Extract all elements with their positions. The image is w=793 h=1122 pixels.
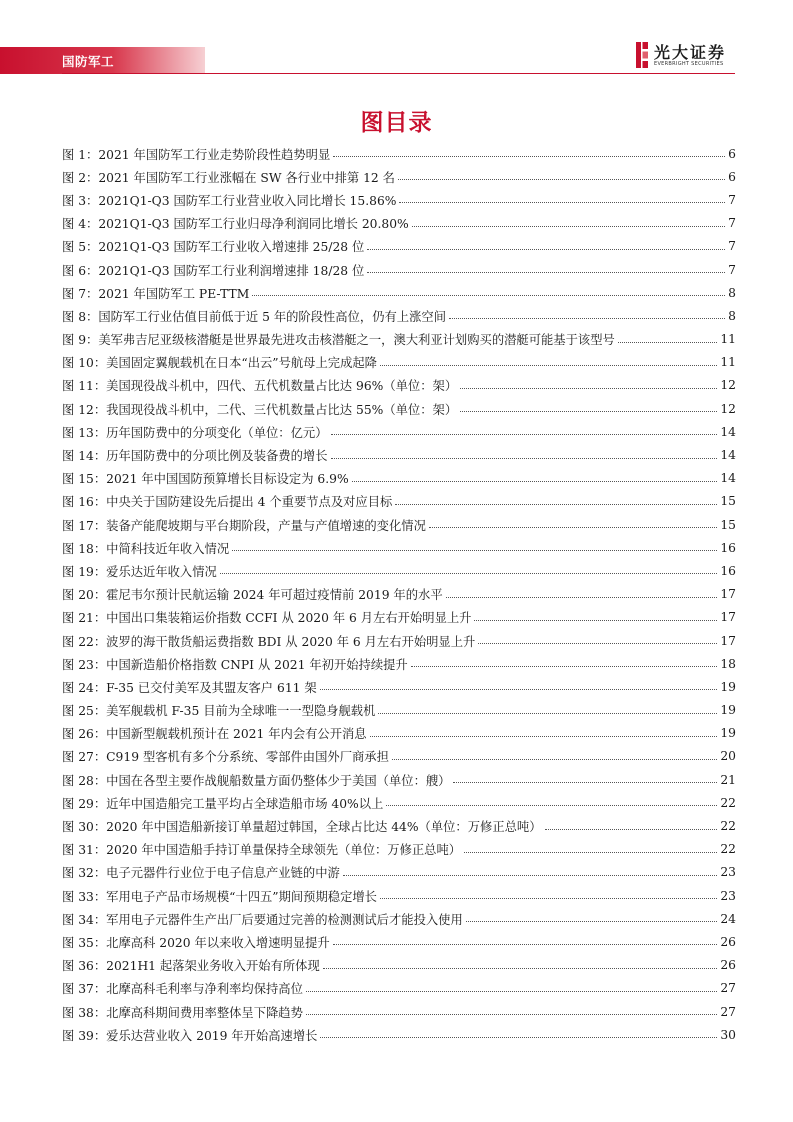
toc-entry-page: 11 [720, 332, 736, 347]
toc-entry-label: 图 24：F-35 已交付美军及其盟友客户 611 架 [62, 680, 317, 695]
toc-dot-leader [460, 388, 717, 389]
toc-dot-leader [380, 898, 717, 899]
toc-entry[interactable] [62, 420, 736, 443]
toc-dot-leader [449, 318, 725, 319]
toc-entry[interactable] [62, 513, 736, 536]
toc-entry-page: 12 [720, 378, 736, 393]
toc-entry-page: 23 [720, 865, 736, 880]
toc-entry-page: 6 [728, 169, 736, 184]
toc-entry-label: 图 13：历年国防费中的分项变化（单位：亿元） [62, 425, 328, 440]
toc-entry-label: 图 28：中国在各型主要作战舰船数量方面仍整体少于美国（单位：艘） [62, 773, 451, 788]
toc-dot-leader [446, 597, 718, 598]
toc-entry-label: 图 2：2021 年国防军工行业涨幅在 SW 各行业中排第 12 名 [62, 170, 395, 185]
toc-entry-label: 图 34：军用电子元器件生产出厂后要通过完善的检测测试后才能投入使用 [62, 912, 463, 927]
toc-entry-page: 7 [728, 239, 736, 254]
toc-dot-leader [392, 759, 717, 760]
toc-entry-page: 26 [720, 934, 736, 949]
toc-entry[interactable] [62, 281, 736, 304]
toc-entry-page: 22 [720, 819, 736, 834]
toc-entry-label: 图 33：军用电子产品市场规模“十四五”期间预期稳定增长 [62, 889, 377, 904]
toc-dot-leader [333, 944, 718, 945]
toc-dot-leader [395, 504, 717, 505]
toc-entry-label: 图 31：2020 年中国造船手持订单量保持全球领先（单位：万修正总吨） [62, 843, 462, 858]
toc-entry[interactable] [62, 606, 736, 629]
toc-entry[interactable] [62, 629, 736, 652]
toc-dot-leader [464, 852, 717, 853]
toc-entry-label: 图 35：北摩高科 2020 年以来收入增速明显提升 [62, 935, 330, 950]
toc-entry[interactable] [62, 652, 736, 675]
toc-entry-page: 26 [720, 958, 736, 973]
toc-entry-page: 22 [720, 795, 736, 810]
toc-entry[interactable] [62, 559, 736, 582]
toc-entry-label: 图 1：2021 年国防军工行业走势阶段性趋势明显 [62, 147, 331, 162]
toc-entry-label: 图 4：2021Q1-Q3 国防军工行业归母净利润同比增长 20.80% [62, 217, 409, 232]
toc-dot-leader [386, 805, 717, 806]
toc-entry-label: 图 22：波罗的海干散货船运费指数 BDI 从 2020 年 6 月左右开始明显上升 [62, 634, 476, 649]
toc-entry[interactable] [62, 374, 736, 397]
toc-dot-leader [333, 156, 725, 157]
toc-entry[interactable] [62, 328, 736, 351]
toc-entry[interactable] [62, 861, 736, 884]
toc-entry-page: 11 [720, 355, 736, 370]
toc-dot-leader [429, 527, 717, 528]
toc-dot-leader [352, 481, 718, 482]
section-tag [0, 47, 205, 74]
toc-dot-leader [618, 342, 718, 343]
toc-entry-page: 14 [720, 448, 736, 463]
toc-entry-label: 图 6：2021Q1-Q3 国防军工行业利润增速排 18/28 位 [62, 263, 365, 278]
toc-dot-leader [380, 365, 717, 366]
toc-dot-leader [466, 921, 718, 922]
toc-entry[interactable] [62, 142, 736, 165]
toc-entry[interactable] [62, 884, 736, 907]
toc-dot-leader [367, 272, 725, 273]
toc-entry-label: 图 14：历年国防费中的分项比例及装备费的增长 [62, 449, 328, 464]
toc-entry[interactable] [62, 814, 736, 837]
figure-toc-list [62, 142, 736, 1046]
toc-entry-label: 图 12：我国现役战斗机中，二代、三代机数量占比达 55%（单位：架） [62, 402, 458, 417]
toc-dot-leader [460, 411, 717, 412]
toc-entry-page: 17 [720, 610, 736, 625]
toc-entry-page: 14 [720, 424, 736, 439]
toc-dot-leader [399, 202, 725, 203]
toc-entry-page: 12 [720, 401, 736, 416]
toc-entry-page: 6 [728, 146, 736, 161]
toc-dot-leader [320, 1037, 717, 1038]
toc-entry-label: 图 11：美国现役战斗机中，四代、五代机数量占比达 96%（单位：架） [62, 379, 458, 394]
toc-entry-label: 图 21：中国出口集装箱运价指数 CCFI 从 2020 年 6 月左右开始明显上升 [62, 611, 472, 626]
toc-entry-page: 17 [720, 633, 736, 648]
toc-dot-leader [252, 295, 725, 296]
toc-dot-leader [370, 736, 718, 737]
toc-dot-leader [320, 689, 718, 690]
toc-entry[interactable] [62, 954, 736, 977]
toc-entry-page: 8 [728, 308, 736, 323]
header-divider [62, 73, 735, 74]
toc-entry-label: 图 36：2021H1 起落架业务收入开始有所体现 [62, 959, 320, 974]
toc-entry[interactable] [62, 490, 736, 513]
toc-dot-leader [306, 1014, 717, 1015]
toc-entry[interactable] [62, 838, 736, 861]
toc-entry-page: 20 [720, 749, 736, 764]
toc-entry[interactable] [62, 699, 736, 722]
toc-entry-page: 14 [720, 471, 736, 486]
toc-entry[interactable] [62, 977, 736, 1000]
toc-dot-leader [367, 249, 725, 250]
toc-entry[interactable] [62, 768, 736, 791]
toc-entry-label: 图 7：2021 年国防军工 PE-TTM [62, 286, 250, 301]
toc-entry[interactable] [62, 397, 736, 420]
toc-entry[interactable] [62, 1023, 736, 1046]
toc-entry-label: 图 3：2021Q1-Q3 国防军工行业营业收入同比增长 15.86% [62, 193, 397, 208]
toc-entry-page: 19 [720, 726, 736, 741]
toc-entry-page: 24 [720, 911, 736, 926]
toc-entry-label: 图 25：美军舰载机 F-35 目前为全球唯一一型隐身舰载机 [62, 704, 376, 719]
toc-dot-leader [378, 713, 717, 714]
toc-entry-page: 7 [728, 192, 736, 207]
toc-entry[interactable] [62, 536, 736, 559]
toc-entry-page: 16 [720, 540, 736, 555]
toc-entry-label: 图 26：中国新型舰载机预计在 2021 年内会有公开消息 [62, 727, 367, 742]
toc-entry-page: 30 [720, 1027, 736, 1042]
toc-dot-leader [306, 991, 717, 992]
toc-entry-page: 21 [720, 772, 736, 787]
toc-entry-page: 19 [720, 703, 736, 718]
toc-entry[interactable] [62, 443, 736, 466]
toc-entry[interactable] [62, 1000, 736, 1023]
toc-entry[interactable] [62, 235, 736, 258]
toc-entry-page: 22 [720, 842, 736, 857]
toc-entry[interactable] [62, 165, 736, 188]
toc-entry[interactable] [62, 258, 736, 281]
toc-entry-page: 27 [720, 981, 736, 996]
brand-name-en: EVERBRIGHT SECURITIES [654, 61, 724, 67]
brand-logo [636, 40, 736, 72]
toc-entry-page: 7 [728, 216, 736, 231]
toc-entry[interactable] [62, 791, 736, 814]
toc-entry-label: 图 23：中国新造船价格指数 CNPI 从 2021 年初开始持续提升 [62, 657, 408, 672]
toc-entry[interactable] [62, 188, 736, 211]
toc-entry-label: 图 16：中央关于国防建设先后提出 4 个重要节点及对应目标 [62, 495, 393, 510]
toc-entry-label: 图 30：2020 年中国造船新接订单量超过韩国，全球占比达 44%（单位：万修正总吨） [62, 820, 542, 835]
toc-entry-label: 图 18：中简科技近年收入情况 [62, 541, 230, 556]
toc-dot-leader [453, 782, 717, 783]
toc-entry-page: 18 [720, 656, 736, 671]
toc-entry[interactable] [62, 745, 736, 768]
toc-entry-label: 图 19：爱乐达近年收入情况 [62, 564, 217, 579]
section-tag-label: 国防军工 [62, 54, 115, 69]
toc-dot-leader [474, 620, 717, 621]
toc-entry-page: 27 [720, 1004, 736, 1019]
everbright-logo-icon [636, 42, 648, 68]
toc-dot-leader [331, 434, 718, 435]
toc-entry-page: 23 [720, 888, 736, 903]
toc-entry-page: 15 [720, 517, 736, 532]
toc-dot-leader [232, 550, 717, 551]
brand-name: 光大证券 [654, 43, 727, 62]
toc-entry-label: 图 15：2021 年中国国防预算增长目标设定为 6.9% [62, 472, 349, 487]
toc-entry-page: 7 [728, 262, 736, 277]
toc-dot-leader [411, 666, 718, 667]
toc-entry-label: 图 38：北摩高科期间费用率整体呈下降趋势 [62, 1005, 303, 1020]
toc-entry-label: 图 9：美军弗吉尼亚级核潜艇是世界最先进攻击核潜艇之一，澳大利亚计划购买的潜艇可能基于该型号 [62, 333, 615, 348]
toc-dot-leader [545, 829, 718, 830]
toc-entry-label: 图 27：C919 型客机有多个分系统、零部件由国外厂商承担 [62, 750, 389, 765]
toc-dot-leader [331, 458, 718, 459]
toc-entry[interactable] [62, 675, 736, 698]
toc-dot-leader [343, 875, 718, 876]
toc-entry-page: 15 [720, 494, 736, 509]
toc-entry-label: 图 32：电子元器件行业位于电子信息产业链的中游 [62, 866, 340, 881]
toc-entry-label: 图 20：霍尼韦尔预计民航运输 2024 年可超过疫情前 2019 年的水平 [62, 588, 443, 603]
toc-entry-page: 16 [720, 563, 736, 578]
toc-entry[interactable] [62, 351, 736, 374]
toc-dot-leader [478, 643, 717, 644]
toc-entry-label: 图 5：2021Q1-Q3 国防军工行业收入增速排 25/28 位 [62, 240, 365, 255]
toc-entry-label: 图 17：装备产能爬坡期与平台期阶段，产量与产值增速的变化情况 [62, 518, 426, 533]
toc-entry-label: 图 39：爱乐达营业收入 2019 年开始高速增长 [62, 1028, 318, 1043]
toc-dot-leader [398, 179, 725, 180]
toc-dot-leader [412, 226, 725, 227]
toc-dot-leader [220, 573, 718, 574]
toc-entry-label: 图 29：近年中国造船完工量平均占全球造船市场 40%以上 [62, 796, 384, 811]
toc-entry-label: 图 10：美国固定翼舰载机在日本“出云”号航母上完成起降 [62, 356, 377, 371]
toc-entry[interactable] [62, 907, 736, 930]
toc-entry-label: 图 8：国防军工行业估值目前低于近 5 年的阶段性高位，仍有上涨空间 [62, 309, 446, 324]
toc-dot-leader [323, 968, 718, 969]
toc-entry[interactable] [62, 304, 736, 327]
page-title: 图目录 [360, 110, 433, 136]
toc-entry[interactable] [62, 467, 736, 490]
toc-entry[interactable] [62, 930, 736, 953]
toc-entry-page: 17 [720, 587, 736, 602]
toc-entry[interactable] [62, 722, 736, 745]
toc-entry-page: 19 [720, 679, 736, 694]
toc-entry-page: 8 [728, 285, 736, 300]
toc-entry[interactable] [62, 212, 736, 235]
toc-entry-label: 图 37：北摩高科毛利率与净利率均保持高位 [62, 982, 303, 997]
toc-entry[interactable] [62, 583, 736, 606]
